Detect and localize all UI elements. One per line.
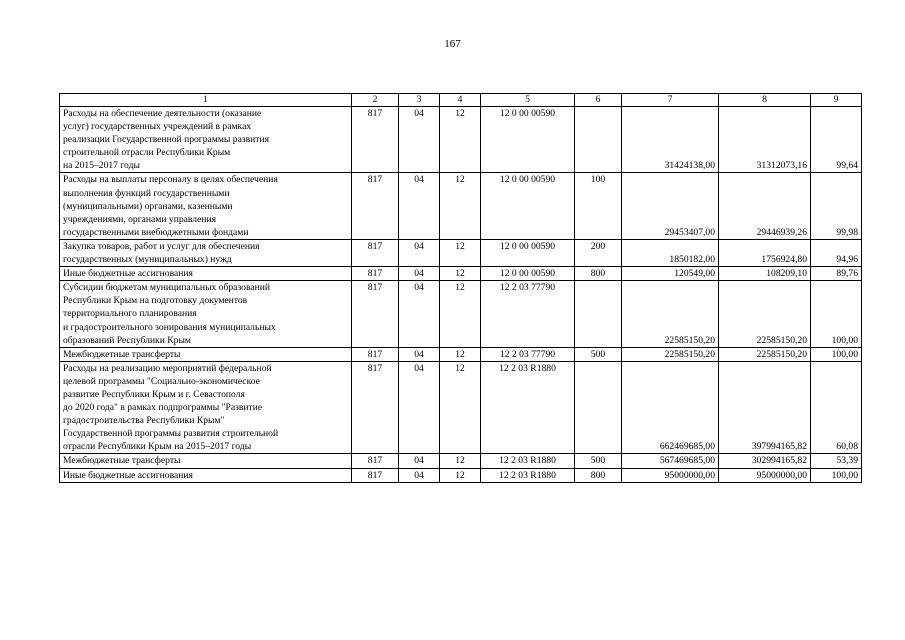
subsection-code: 12 [440, 454, 481, 468]
column-header: 6 [575, 94, 622, 107]
table-row [60, 239, 862, 266]
target-article-code: 12 2 03 R1880 [481, 454, 575, 468]
target-article-code: 12 2 03 77790 [481, 347, 575, 361]
target-article-code: 12 2 03 R1880 [481, 361, 575, 454]
target-article-code: 12 2 03 R1880 [481, 468, 575, 482]
execution-percent: 89,76 [811, 267, 862, 281]
table-row [60, 454, 862, 468]
section-code: 04 [399, 454, 440, 468]
row-description: Межбюджетные трансферты [60, 347, 352, 361]
planned-amount: 662469685,00 [622, 361, 719, 454]
section-code: 04 [399, 281, 440, 347]
row-description: Иные бюджетные ассигнования [60, 468, 352, 482]
section-code: 04 [399, 107, 440, 173]
subsection-code: 12 [440, 267, 481, 281]
section-code: 04 [399, 347, 440, 361]
expense-type-code: 100 [575, 173, 622, 239]
expense-type-code: 200 [575, 239, 622, 266]
executed-amount: 1756924,80 [719, 239, 811, 266]
executed-amount: 302994165,82 [719, 454, 811, 468]
executed-amount: 29446939,26 [719, 173, 811, 239]
subsection-code: 12 [440, 347, 481, 361]
planned-amount: 567469685,00 [622, 454, 719, 468]
expense-type-code: 800 [575, 468, 622, 482]
executed-amount: 397994165,82 [719, 361, 811, 454]
column-header: 4 [440, 94, 481, 107]
execution-percent: 60,08 [811, 361, 862, 454]
expense-type-code [575, 281, 622, 347]
table-row [60, 361, 862, 454]
planned-amount: 22585150,20 [622, 347, 719, 361]
row-description: Межбюджетные трансферты [60, 454, 352, 468]
table-row [60, 267, 862, 281]
expense-type-code [575, 107, 622, 173]
target-article-code: 12 0 00 00590 [481, 107, 575, 173]
ministry-code: 817 [352, 361, 399, 454]
section-code: 04 [399, 267, 440, 281]
executed-amount: 108209,10 [719, 267, 811, 281]
execution-percent: 100,00 [811, 347, 862, 361]
section-code: 04 [399, 173, 440, 239]
expense-type-code: 500 [575, 347, 622, 361]
ministry-code: 817 [352, 239, 399, 266]
budget-table [59, 93, 862, 483]
executed-amount: 95000000,00 [719, 468, 811, 482]
subsection-code: 12 [440, 239, 481, 266]
subsection-code: 12 [440, 361, 481, 454]
planned-amount: 1850182,00 [622, 239, 719, 266]
target-article-code: 12 0 00 00590 [481, 267, 575, 281]
expense-type-code [575, 361, 622, 454]
column-header: 1 [60, 94, 352, 107]
ministry-code: 817 [352, 454, 399, 468]
table-row [60, 107, 862, 173]
subsection-code: 12 [440, 107, 481, 173]
execution-percent: 94,96 [811, 239, 862, 266]
subsection-code: 12 [440, 468, 481, 482]
executed-amount: 22585150,20 [719, 281, 811, 347]
section-code: 04 [399, 361, 440, 454]
planned-amount: 95000000,00 [622, 468, 719, 482]
planned-amount: 22585150,20 [622, 281, 719, 347]
column-header: 3 [399, 94, 440, 107]
table-row [60, 281, 862, 347]
table-header-row [60, 94, 862, 107]
planned-amount: 31424138,00 [622, 107, 719, 173]
execution-percent: 53,39 [811, 454, 862, 468]
row-description: Иные бюджетные ассигнования [60, 267, 352, 281]
planned-amount: 120549,00 [622, 267, 719, 281]
expense-type-code: 800 [575, 267, 622, 281]
target-article-code: 12 0 00 00590 [481, 239, 575, 266]
target-article-code: 12 2 03 77790 [481, 281, 575, 347]
row-description: Субсидии бюджетам муниципальных образований Республики Крым на подготовку документов территориального планирования и градостроительного зонирования муниципальных образований Республики Крым [60, 281, 352, 347]
table-row [60, 173, 862, 239]
ministry-code: 817 [352, 173, 399, 239]
subsection-code: 12 [440, 173, 481, 239]
column-header: 8 [719, 94, 811, 107]
ministry-code: 817 [352, 107, 399, 173]
ministry-code: 817 [352, 281, 399, 347]
section-code: 04 [399, 468, 440, 482]
execution-percent: 99,64 [811, 107, 862, 173]
ministry-code: 817 [352, 347, 399, 361]
column-header: 2 [352, 94, 399, 107]
section-code: 04 [399, 239, 440, 266]
column-header: 7 [622, 94, 719, 107]
subsection-code: 12 [440, 281, 481, 347]
table-row [60, 347, 862, 361]
table-row [60, 468, 862, 482]
target-article-code: 12 0 00 00590 [481, 173, 575, 239]
executed-amount: 31312073,16 [719, 107, 811, 173]
ministry-code: 817 [352, 468, 399, 482]
row-description: Расходы на реализацию мероприятий федеральной целевой программы "Социально-экономическое развитие Республики Крым и г. Севастополя до 2020 года" в рамках подпрограммы "Развитие градостроительства Республики Крым" Государственной программы развития строительной отрасли Республики Крым на 2015–2017 годы [60, 361, 352, 454]
row-description: Расходы на выплаты персоналу в целях обеспечения выполнения функций государственными (муниципальными) органами, казенными учреждениями, органами управления государственными внебюджетными фондами [60, 173, 352, 239]
ministry-code: 817 [352, 267, 399, 281]
execution-percent: 99,98 [811, 173, 862, 239]
row-description: Расходы на обеспечение деятельности (оказание услуг) государственных учреждений в рамках реализации Государственной программы развития строительной отрасли Республики Крым на 2015–2017 годы [60, 107, 352, 173]
column-header: 9 [811, 94, 862, 107]
column-header: 5 [481, 94, 575, 107]
page-number: 167 [444, 38, 461, 50]
row-description: Закупка товаров, работ и услуг для обеспечения государственных (муниципальных) нужд [60, 239, 352, 266]
execution-percent: 100,00 [811, 468, 862, 482]
planned-amount: 29453407,00 [622, 173, 719, 239]
execution-percent: 100,00 [811, 281, 862, 347]
executed-amount: 22585150,20 [719, 347, 811, 361]
expense-type-code: 500 [575, 454, 622, 468]
